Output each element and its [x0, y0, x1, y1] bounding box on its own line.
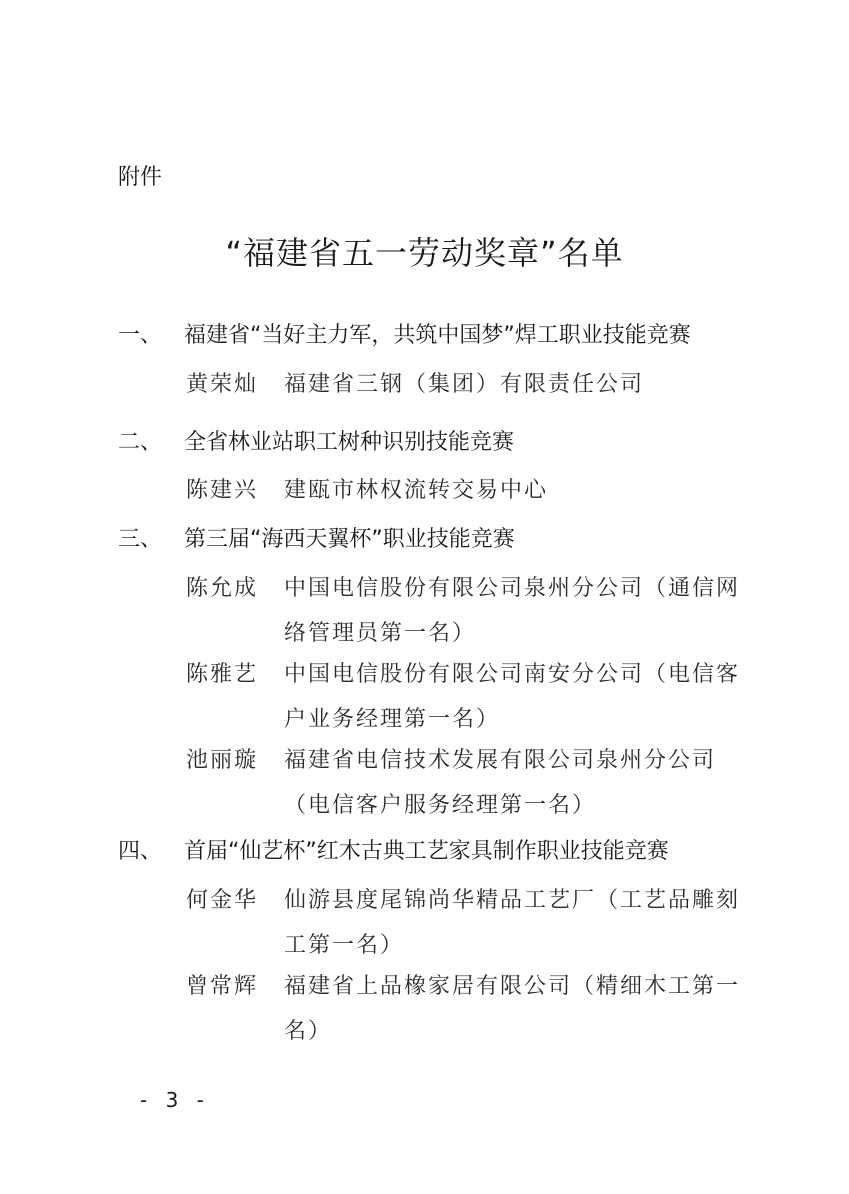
category-number: 一、 — [118, 323, 163, 348]
category-number: 三、 — [118, 527, 163, 552]
list-item — [186, 468, 746, 513]
list-item — [186, 362, 746, 407]
category-heading — [118, 318, 691, 349]
awardee-organization: 中国电信股份有限公司南安分公司（电信客户业务经理第一名） — [284, 662, 741, 732]
awardee-organization: 仙游县度尾锦尚华精品工艺厂（工艺品雕刻工第一名） — [284, 888, 741, 958]
category-title: 第三届“海西天翼杯”职业技能竞赛 — [184, 527, 515, 552]
awardee-name: 陈允成 — [186, 576, 259, 601]
awardee-name: 陈雅艺 — [186, 662, 259, 687]
category-number: 四、 — [118, 839, 163, 864]
page-number: - 3 - — [140, 1088, 210, 1112]
awardee-organization: 中国电信股份有限公司泉州分公司（通信网络管理员第一名） — [284, 576, 741, 646]
awardee-organization: 福建省上品橡家居有限公司（精细木工第一名） — [284, 974, 741, 1044]
category-title: 全省林业站职工树种识别技能竞赛 — [184, 430, 515, 455]
category-title: 福建省“当好主力军，共筑中国梦”焊工职业技能竞赛 — [184, 323, 691, 348]
category-heading — [118, 522, 515, 553]
awardee-name: 曾常辉 — [186, 974, 259, 999]
category-title: 首届“仙艺杯”红木古典工艺家具制作职业技能竞赛 — [184, 839, 669, 864]
category-heading — [118, 834, 669, 865]
awardee-name: 何金华 — [186, 888, 259, 913]
list-item — [186, 652, 746, 742]
awardee-organization: 福建省电信技术发展有限公司泉州分公司（电信客户服务经理第一名） — [284, 748, 717, 818]
category-number: 二、 — [118, 430, 163, 455]
list-item — [186, 964, 746, 1054]
attachment-label: 附件 — [118, 165, 163, 190]
list-item — [186, 566, 746, 656]
category-heading — [118, 425, 514, 456]
list-item — [186, 738, 746, 828]
awardee-name: 黄荣灿 — [186, 372, 259, 397]
awardee-name: 池丽璇 — [186, 748, 259, 773]
awardee-organization: 福建省三钢（集团）有限责任公司 — [284, 372, 645, 397]
awardee-organization: 建瓯市林权流转交易中心 — [284, 478, 549, 503]
awardee-name: 陈建兴 — [186, 478, 259, 503]
document-title: “福建省五一劳动奖章”名单 — [225, 234, 624, 272]
list-item — [186, 878, 746, 968]
